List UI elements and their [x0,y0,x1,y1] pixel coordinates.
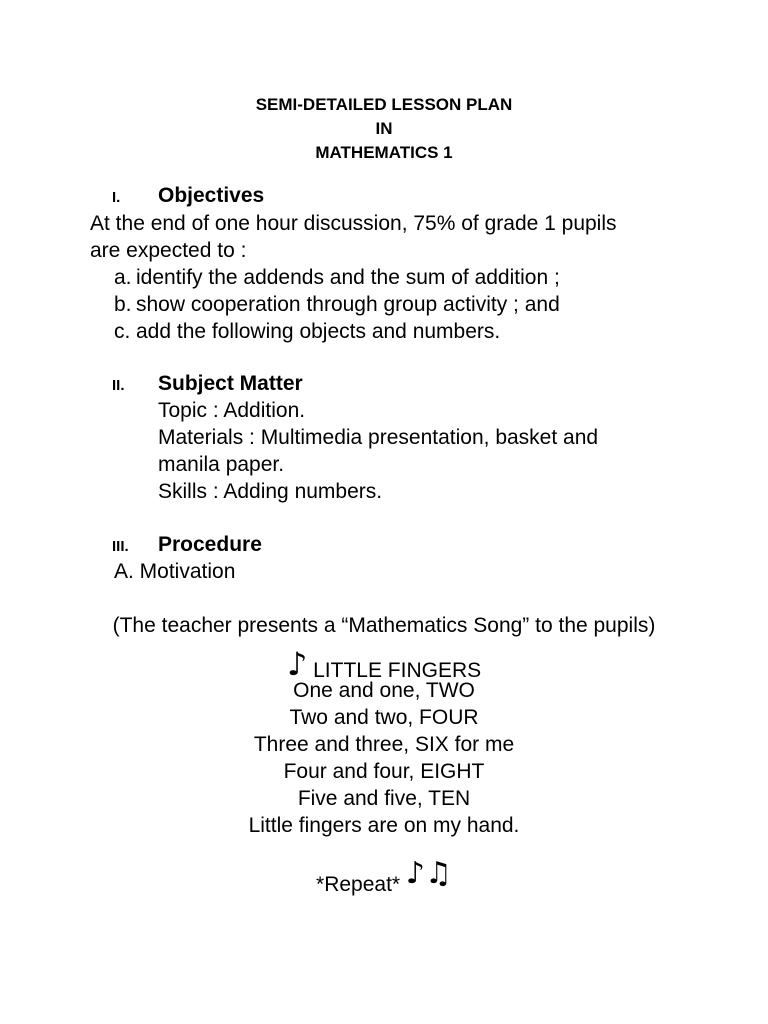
list-item [114,265,560,291]
song-line: Five and five, TEN [297,787,471,810]
song-line: One and one, TWO [293,679,475,702]
song-line: Little fingers are on my hand. [248,814,520,837]
list-item [114,292,560,318]
section-title: Subject Matter [158,372,303,395]
list-marker: a. [114,266,132,289]
section-number: III. [112,538,129,555]
section-number: I. [112,189,121,206]
section-subject-matter-heading [112,372,303,398]
subject-materials-line-1: Materials : Multimedia presentation, basket and [158,426,599,449]
subject-skills: Skills : Adding numbers. [158,480,383,503]
music-notes-icon: ♪♫ [405,856,452,891]
section-number: II. [112,377,125,394]
objectives-intro-line-2: are expected to : [90,239,247,262]
song-line: Three and three, SIX for me [253,733,515,756]
music-note-icon: ♪ [286,645,308,683]
list-item [114,319,500,345]
list-item-text: identify the addends and the sum of addition ; [136,266,560,289]
section-title: Procedure [158,533,262,556]
subject-materials-line-2: manila paper. [158,453,285,476]
doc-title-line-3: MATHEMATICS 1 [315,143,453,162]
section-objectives-heading [112,184,264,210]
doc-title-line-2: IN [375,119,393,138]
list-item-text: add the following objects and numbers. [136,320,501,343]
song-repeat-line [0,856,768,898]
song-repeat: *Repeat* [316,873,401,896]
list-marker: b. [114,293,132,316]
song-line: Two and two, FOUR [289,706,479,729]
list-item-text: show cooperation through group activity ; and [136,293,560,316]
objectives-intro-line-1: At the end of one hour discussion, 75% of grade 1 pupils [90,212,617,235]
section-title: Objectives [158,184,265,207]
procedure-motivation: A. Motivation [114,560,236,583]
list-marker: c. [114,320,131,343]
teacher-note: (The teacher presents a “Mathematics Song” to the pupils) [112,614,656,637]
song-title: LITTLE FINGERS [313,659,482,682]
subject-topic: Topic : Addition. [158,399,306,422]
section-procedure-heading [112,533,262,559]
doc-title-line-1: SEMI-DETAILED LESSON PLAN [255,95,513,114]
song-line: Four and four, EIGHT [283,760,485,783]
